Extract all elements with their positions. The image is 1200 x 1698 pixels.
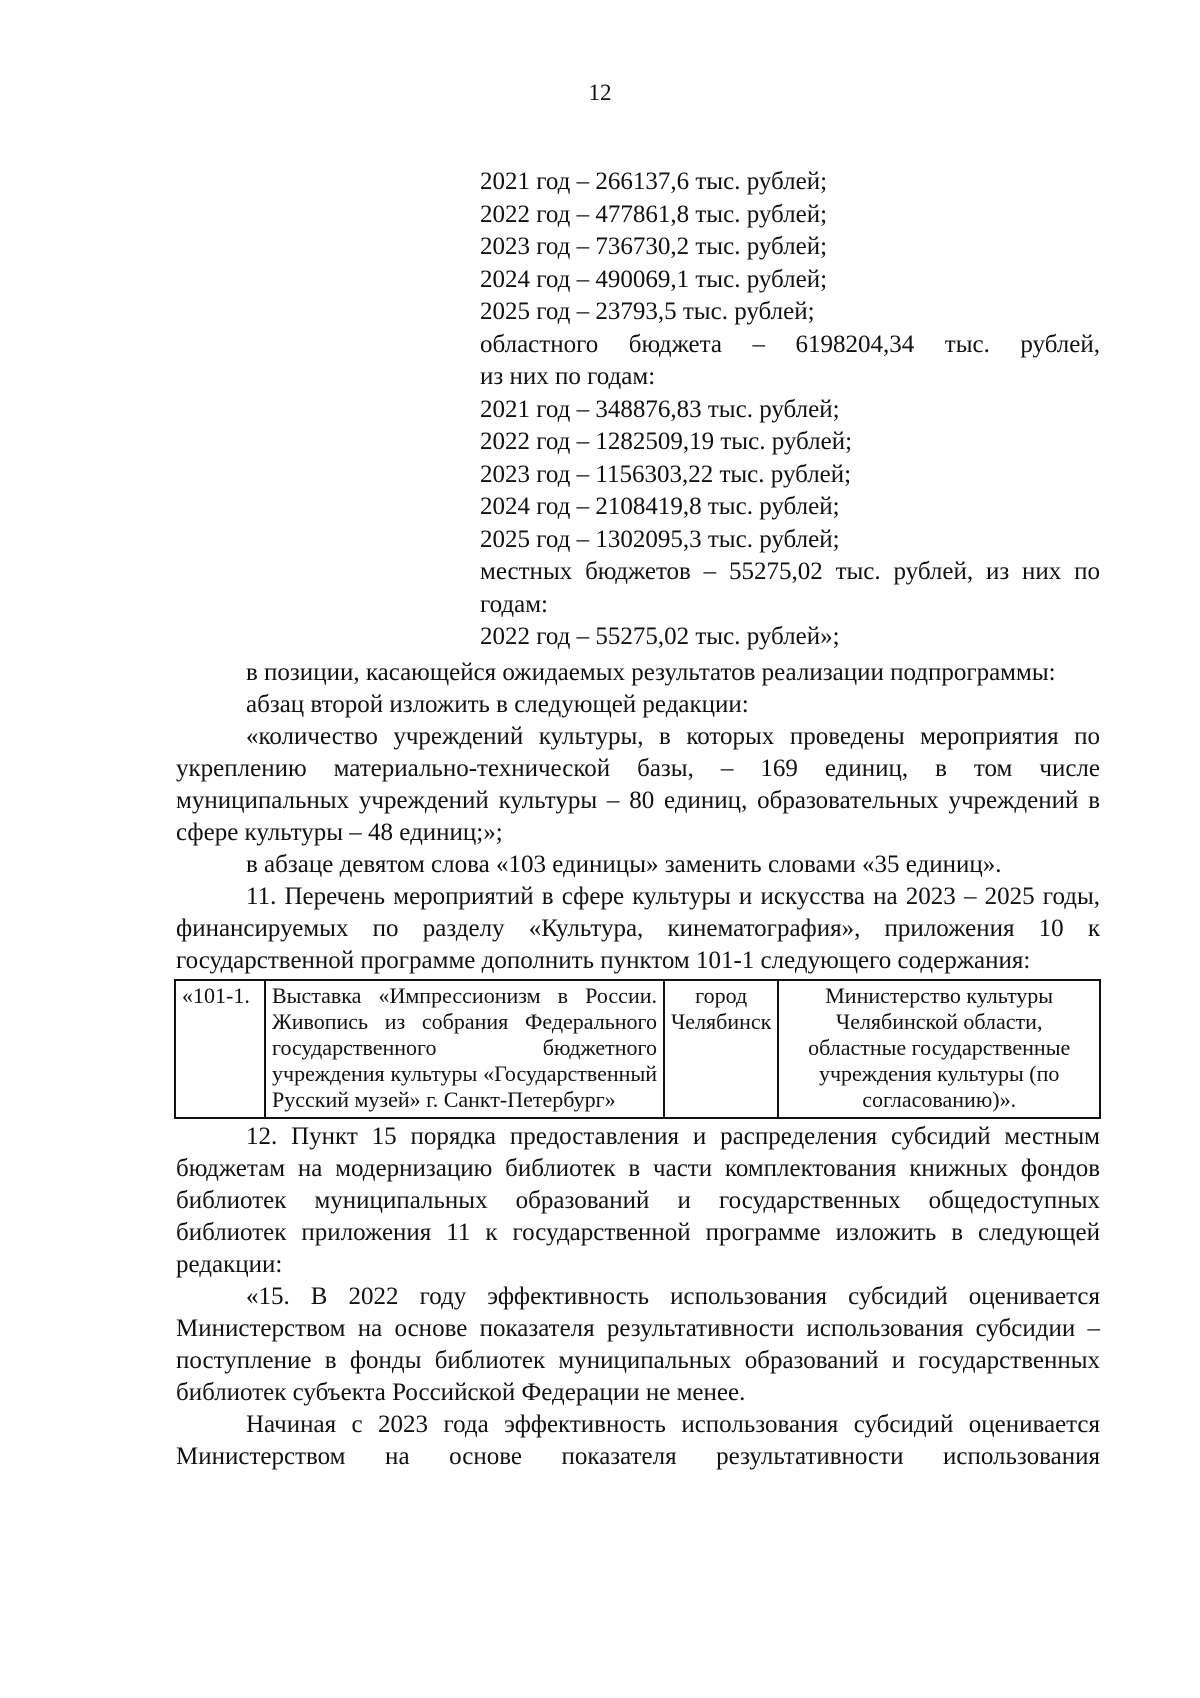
- budget-line: 2022 год – 55275,02 тыс. рублей»;: [480, 623, 840, 650]
- budget-line: 2021 год – 348876,83 тыс. рублей;: [480, 395, 840, 423]
- budget-line: 2022 год – 477861,8 тыс. рублей;: [480, 200, 828, 228]
- measures-table: [174, 979, 1101, 1119]
- executor-cell: Министерство культуры Челябинской области, областные государственные учреждения культуры (по согласованию)».: [778, 980, 1100, 1118]
- budget-line: 2022 год – 1282509,19 тыс. рублей;: [480, 428, 853, 455]
- paragraph: 11. Перечень мероприятий в сфере культуры и искусства на 2023 – 2025 годы, финансируемых по разделу «Культура, кинематография», приложения 10 к государственной программе дополнить пунктом 101-1 следующего содержания:: [176, 883, 1100, 974]
- paragraph: Начиная с 2023 года эффективность использования субсидий оценивается Министерством на основе показателя результативности использования: [176, 1411, 1100, 1470]
- measure-name-cell: Выставка «Импрессионизм в России. Живопись из собрания Федерального государственного бюджетного учреждения культуры «Государственный Русский музей» г. Санкт-Петербург»: [265, 980, 664, 1118]
- paragraph: «количество учреждений культуры, в которых проведены мероприятия по укреплению материально-технической базы, – 169 единиц, в том числе муниципальных учреждений культуры – 80 единиц, образовательных учреждений в сфере культуры – 48 единиц;»;: [176, 723, 1100, 846]
- document-body: [176, 657, 1100, 1473]
- budget-line: из них по годам:: [480, 363, 656, 390]
- budget-line: 2024 год – 2108419,8 тыс. рублей;: [480, 493, 840, 520]
- budget-line: местных бюджетов – 55275,02 тыс. рублей, из них по: [480, 558, 1100, 585]
- page-number: 12: [588, 80, 612, 105]
- table-row: [175, 980, 1100, 1118]
- budget-line: областного бюджета – 6198204,34 тыс. рублей,: [480, 330, 1100, 358]
- paragraph: абзац второй изложить в следующей редакции:: [246, 691, 749, 718]
- budget-line: годам:: [480, 590, 548, 618]
- budget-line: 2023 год – 736730,2 тыс. рублей;: [480, 233, 828, 260]
- budget-line: 2021 год – 266137,6 тыс. рублей;: [480, 168, 828, 195]
- city-cell: город Челябинск: [664, 980, 778, 1118]
- paragraph: 12. Пункт 15 порядка предоставления и распределения субсидий местным бюджетам на модернизацию библиотек в части комплектования книжных фондов библиотек муниципальных образований и государственных общедоступных библиотек приложения 11 к государственной программе изложить в следующей редакции:: [176, 1123, 1100, 1278]
- budget-line: 2023 год – 1156303,22 тыс. рублей;: [480, 460, 852, 488]
- paragraph: в позиции, касающейся ожидаемых результатов реализации подпрограммы:: [246, 659, 1056, 686]
- budget-line: 2025 год – 1302095,3 тыс. рублей;: [480, 525, 840, 553]
- budget-breakdown: [480, 166, 1100, 654]
- paragraph: в абзаце девятом слова «103 единицы» заменить словами «35 единиц».: [246, 851, 1002, 878]
- budget-line: 2024 год – 490069,1 тыс. рублей;: [480, 265, 828, 293]
- item-number-cell: «101-1.: [175, 980, 265, 1118]
- paragraph: «15. В 2022 году эффективность использования субсидий оценивается Министерством на основе показателя результативности использования субсидии – поступление в фонды библиотек муниципальных образований и государственных библиотек субъекта Российской Федерации не менее.: [176, 1283, 1100, 1406]
- budget-line: 2025 год – 23793,5 тыс. рублей;: [480, 298, 815, 325]
